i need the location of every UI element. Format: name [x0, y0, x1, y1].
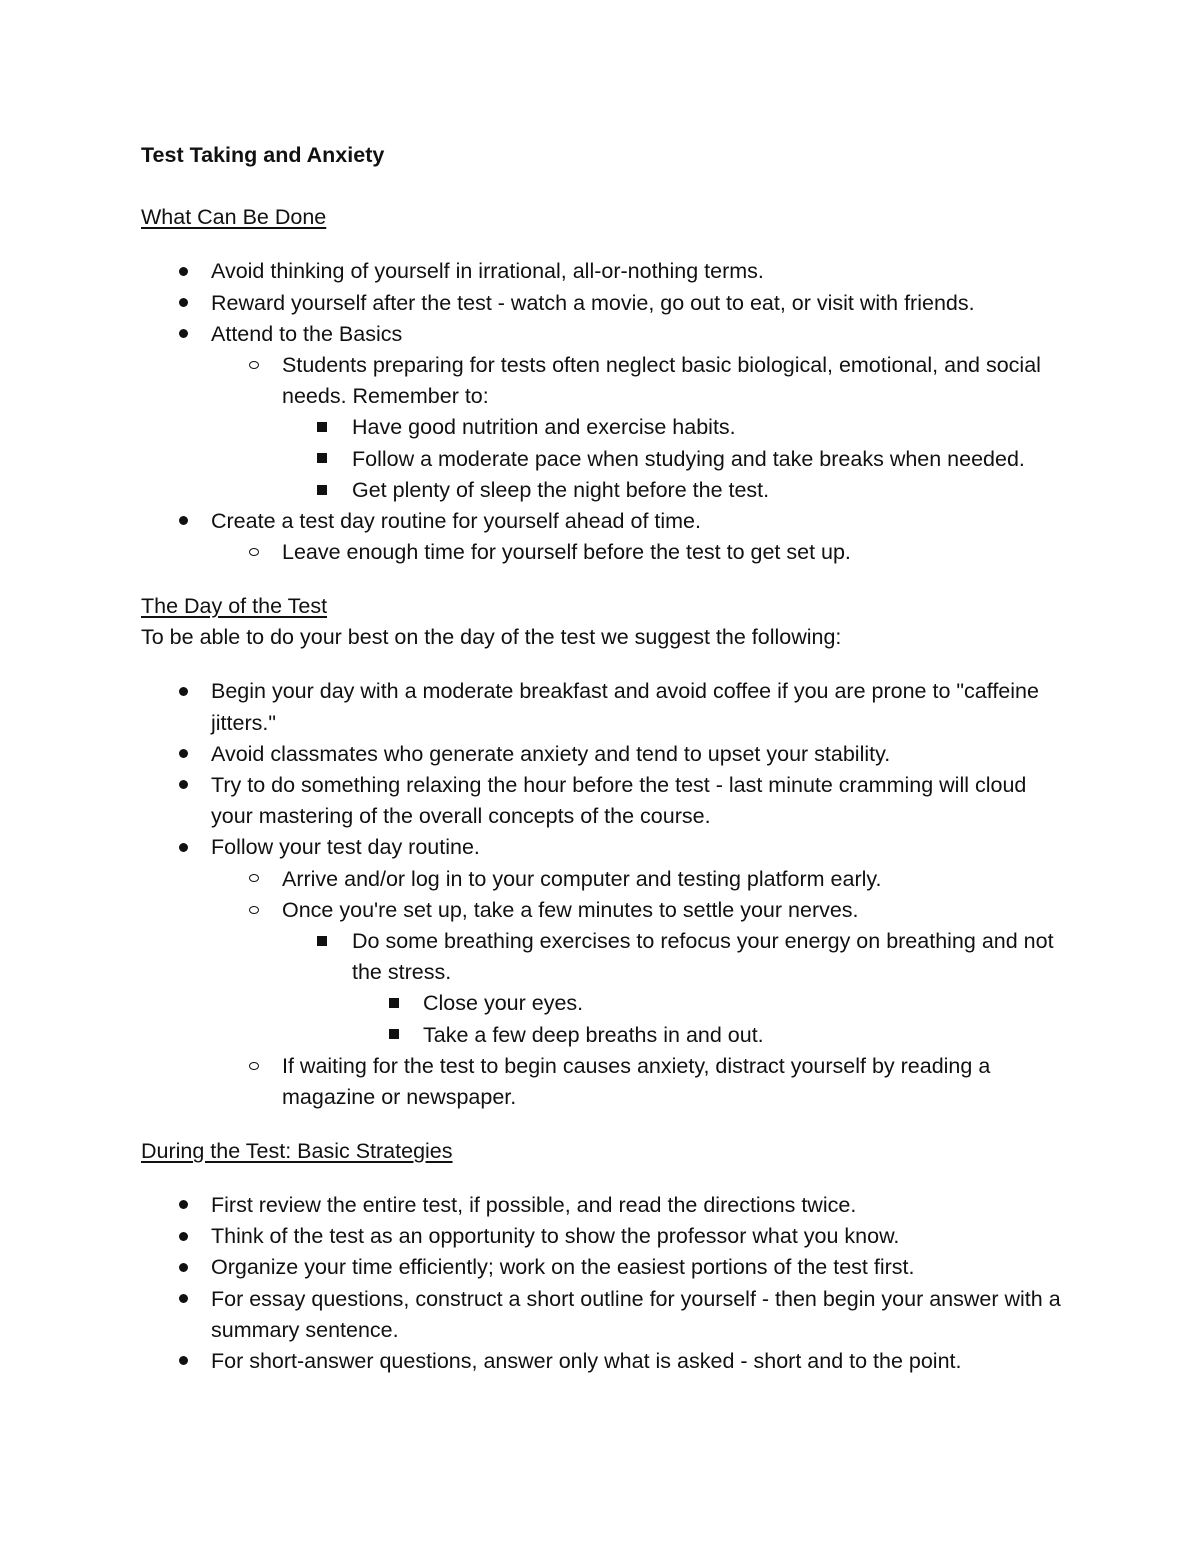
section-heading-what-can-be-done: What Can Be Done: [141, 205, 327, 230]
spacer: [141, 568, 1071, 591]
bullet-dot-icon: [179, 1221, 188, 1252]
bullet-ring-icon: [249, 864, 259, 895]
list-item: [141, 1252, 1071, 1283]
list-item-text: Create a test day routine for yourself ahead of time.: [211, 509, 701, 534]
bullet-square-icon: [317, 475, 327, 506]
document-title: Test Taking and Anxiety: [141, 143, 385, 167]
bullet-square-icon: [389, 1020, 399, 1051]
list-item-text: Follow your test day routine.: [211, 835, 480, 860]
list-item-text: For essay questions, construct a short outline for yourself - then begin your answer with a summary sentence.: [211, 1286, 1061, 1342]
bullet-ring-icon: [249, 537, 259, 568]
bullet-square-icon: [317, 412, 327, 443]
list-item-text: Close your eyes.: [423, 991, 584, 1016]
bullet-dot-icon: [179, 832, 188, 863]
list-item: [141, 288, 1071, 319]
list-item-text: Attend to the Basics: [211, 321, 403, 346]
list-item-text: Once you're set up, take a few minutes to settle your nerves.: [282, 897, 859, 922]
bullet-list: [141, 676, 1071, 1113]
list-item-text: First review the entire test, if possible, and read the directions twice.: [211, 1193, 857, 1218]
list-item-text: Begin your day with a moderate breakfast and avoid coffee if you are prone to "caffeine jitters.": [211, 679, 1039, 735]
list-item: [141, 1221, 1071, 1252]
list-item: [141, 1284, 1071, 1346]
list-item-text: Try to do something relaxing the hour before the test - last minute cramming will cloud your mastering of the overall concepts of the course.: [211, 773, 1027, 829]
list-item: [141, 444, 1071, 475]
list-item-text: Get plenty of sleep the night before the test.: [352, 477, 770, 502]
bullet-square-icon: [389, 988, 399, 1019]
list-item: [141, 1051, 1071, 1113]
bullet-ring-icon: [249, 1051, 259, 1082]
list-item-text: Avoid thinking of yourself in irrational, all-or-nothing terms.: [211, 259, 764, 284]
list-item-text: For short-answer questions, answer only what is asked - short and to the point.: [211, 1349, 962, 1374]
bullet-dot-icon: [179, 1252, 188, 1283]
list-item-text: Follow a moderate pace when studying and take breaks when needed.: [352, 446, 1025, 471]
list-item-text: Leave enough time for yourself before the test to get set up.: [282, 540, 851, 565]
bullet-dot-icon: [179, 319, 188, 350]
bullet-dot-icon: [179, 1284, 188, 1315]
spacer: [141, 234, 1071, 257]
list-item-text: Think of the test as an opportunity to show the professor what you know.: [211, 1224, 900, 1249]
list-item: [141, 676, 1071, 738]
list-item: [141, 350, 1071, 412]
list-item: [141, 770, 1071, 832]
bullet-dot-icon: [179, 506, 188, 537]
list-item: [141, 1190, 1071, 1221]
list-item: [141, 506, 1071, 537]
list-item-text: Take a few deep breaths in and out.: [423, 1022, 764, 1047]
list-item: [141, 832, 1071, 863]
list-item: [141, 988, 1071, 1019]
spacer: [141, 171, 1071, 202]
bullet-dot-icon: [179, 770, 188, 801]
bullet-dot-icon: [179, 256, 188, 287]
list-item: [141, 895, 1071, 926]
bullet-dot-icon: [179, 1190, 188, 1221]
spacer: [141, 654, 1071, 677]
list-item: [141, 864, 1071, 895]
bullet-list: [141, 1190, 1071, 1377]
bullet-list: [141, 256, 1071, 568]
bullet-dot-icon: [179, 288, 188, 319]
bullet-square-icon: [317, 926, 327, 957]
list-item: [141, 537, 1071, 568]
list-item: [141, 1346, 1071, 1377]
section-heading-during-test: During the Test: Basic Strategies: [141, 1139, 453, 1164]
list-item: [141, 256, 1071, 287]
bullet-dot-icon: [179, 739, 188, 770]
list-item-text: Avoid classmates who generate anxiety and tend to upset your stability.: [211, 741, 891, 766]
list-item-text: Reward yourself after the test - watch a movie, go out to eat, or visit with friends.: [211, 290, 975, 315]
spacer: [141, 1113, 1071, 1136]
list-item-text: If waiting for the test to begin causes anxiety, distract yourself by reading a magazine or newspaper.: [282, 1053, 991, 1110]
bullet-dot-icon: [179, 1346, 188, 1377]
bullet-dot-icon: [179, 676, 188, 707]
spacer: [141, 1167, 1071, 1190]
list-item-text: Do some breathing exercises to refocus your energy on breathing and not the stress.: [352, 929, 1054, 985]
list-item: [141, 412, 1071, 443]
bullet-ring-icon: [249, 350, 259, 381]
document-page: [141, 140, 1071, 1377]
list-item-text: Arrive and/or log in to your computer and testing platform early.: [282, 866, 882, 891]
list-item: [141, 1020, 1071, 1051]
bullet-square-icon: [317, 444, 327, 475]
list-item: [141, 926, 1071, 988]
list-item-text: Have good nutrition and exercise habits.: [352, 415, 736, 440]
bullet-ring-icon: [249, 895, 259, 926]
list-item: [141, 319, 1071, 350]
list-item-text: Organize your time efficiently; work on the easiest portions of the test first.: [211, 1255, 915, 1280]
section-heading-day-of-test: The Day of the Test: [141, 594, 328, 619]
section-intro: To be able to do your best on the day of the test we suggest the following:: [141, 625, 842, 650]
list-item: [141, 739, 1071, 770]
list-item: [141, 475, 1071, 506]
list-item-text: Students preparing for tests often neglect basic biological, emotional, and social needs. Remember to:: [282, 353, 1041, 409]
